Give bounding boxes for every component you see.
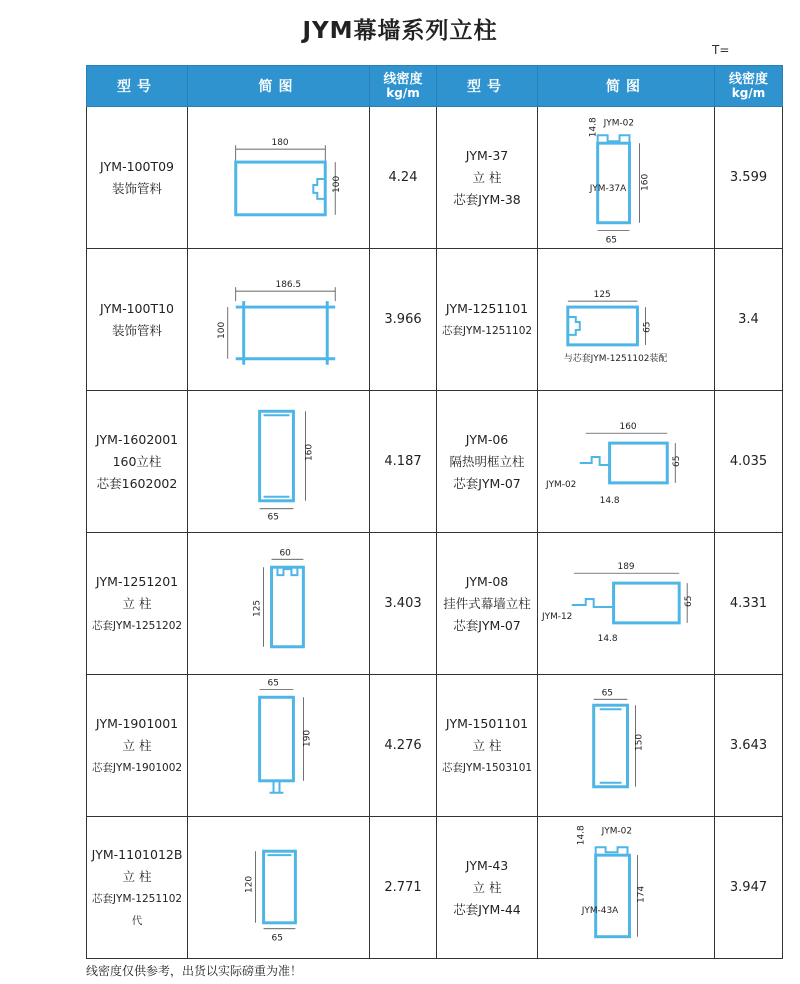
svg-text:180: 180	[271, 138, 289, 149]
model-cell: JYM-06 隔热明框立柱 芯套JYM-07	[437, 391, 538, 533]
svg-text:160: 160	[304, 443, 315, 462]
table-row	[87, 533, 783, 675]
svg-text:JYM-12: JYM-12	[541, 611, 573, 622]
svg-text:125: 125	[593, 290, 611, 301]
density-value: 4.276	[370, 675, 437, 817]
table-row	[87, 817, 783, 959]
profile-figure	[538, 391, 715, 533]
svg-text:125: 125	[252, 599, 263, 617]
profile-figure	[538, 533, 715, 675]
density-value: 4.331	[715, 533, 783, 675]
model-cell: JYM-1251101 芯套JYM-1251102	[437, 249, 538, 391]
profile-figure	[188, 107, 370, 249]
model-cell: JYM-1602001 160立柱 芯套1602002	[87, 391, 188, 533]
table-row	[87, 249, 783, 391]
svg-text:186.5: 186.5	[275, 280, 302, 291]
svg-text:150: 150	[634, 733, 645, 751]
profile-figure	[538, 817, 715, 959]
profile-figure	[188, 249, 370, 391]
svg-text:65: 65	[601, 688, 614, 699]
svg-text:174: 174	[636, 885, 647, 903]
density-value: 4.035	[715, 391, 783, 533]
profile-figure	[188, 675, 370, 817]
model-cell: JYM-1901001 立 柱 芯套JYM-1901002	[87, 675, 188, 817]
model-cell: JYM-08 挂件式幕墙立柱 芯套JYM-07	[437, 533, 538, 675]
table-row	[87, 107, 783, 249]
svg-text:65: 65	[642, 321, 653, 333]
table-row	[87, 391, 783, 533]
model-cell: JYM-100T10 装饰管料	[87, 249, 188, 391]
header-model: 型号	[87, 66, 188, 107]
footnote: 线密度仅供参考，出货以实际磅重为准！	[86, 964, 303, 978]
svg-text:160: 160	[640, 173, 651, 191]
svg-text:100: 100	[216, 321, 227, 339]
svg-text:JYM-02: JYM-02	[601, 826, 633, 837]
svg-text:JYM-37A: JYM-37A	[589, 183, 627, 194]
t-mark: T=	[712, 43, 730, 57]
density-value: 3.403	[370, 533, 437, 675]
model-cell: JYM-1251201 立 柱 芯套JYM-1251202	[87, 533, 188, 675]
header-model-2: 型号	[437, 66, 538, 107]
svg-text:65: 65	[267, 512, 279, 523]
svg-text:14.8: 14.8	[597, 633, 618, 644]
table-row	[87, 675, 783, 817]
density-value: 3.966	[370, 249, 437, 391]
page-title: JYM幕墙系列立柱	[302, 18, 498, 44]
profile-figure	[538, 107, 715, 249]
density-value: 4.187	[370, 391, 437, 533]
profile-figure	[188, 817, 370, 959]
header-figure: 简图	[188, 66, 370, 107]
density-value: 3.599	[715, 107, 783, 249]
density-value: 4.24	[370, 107, 437, 249]
model-cell: JYM-1501101 立 柱 芯套JYM-1503101	[437, 675, 538, 817]
profile-figure	[538, 675, 715, 817]
profile-figure	[188, 391, 370, 533]
header-figure-2: 简图	[538, 66, 715, 107]
svg-text:65: 65	[605, 235, 617, 246]
model-cell: JYM-37 立 柱 芯套JYM-38	[437, 107, 538, 249]
svg-text:65: 65	[271, 933, 283, 944]
svg-text:JYM-02: JYM-02	[603, 118, 635, 129]
model-cell: JYM-100T09 装饰管料	[87, 107, 188, 249]
svg-text:与芯套JYM-1251102装配: 与芯套JYM-1251102装配	[563, 353, 668, 364]
svg-text:14.8: 14.8	[599, 495, 620, 506]
density-value: 3.643	[715, 675, 783, 817]
header-density-2: 线密度 kg/m	[715, 66, 783, 107]
svg-text:JYM-43A: JYM-43A	[581, 905, 619, 916]
svg-text:60: 60	[279, 548, 291, 559]
svg-text:100: 100	[332, 175, 343, 193]
svg-text:120: 120	[244, 875, 255, 893]
svg-text:JYM-02: JYM-02	[545, 479, 577, 490]
svg-text:14.8: 14.8	[588, 117, 599, 138]
svg-text:189: 189	[617, 562, 635, 573]
profile-figure	[538, 249, 715, 391]
svg-text:65: 65	[267, 678, 279, 689]
model-cell: JYM-1101012B 立 柱 芯套JYM-1251102代	[87, 817, 188, 959]
profile-figure	[188, 533, 370, 675]
svg-text:190: 190	[302, 729, 313, 747]
svg-text:65: 65	[684, 595, 695, 607]
svg-text:14.8: 14.8	[576, 825, 587, 846]
table-header-row	[87, 66, 783, 107]
spec-table	[86, 65, 783, 959]
svg-text:65: 65	[672, 455, 683, 467]
density-value: 3.947	[715, 817, 783, 959]
density-value: 3.4	[715, 249, 783, 391]
density-value: 2.771	[370, 817, 437, 959]
header-density: 线密度 kg/m	[370, 66, 437, 107]
svg-text:160: 160	[619, 422, 637, 433]
model-cell: JYM-43 立 柱 芯套JYM-44	[437, 817, 538, 959]
